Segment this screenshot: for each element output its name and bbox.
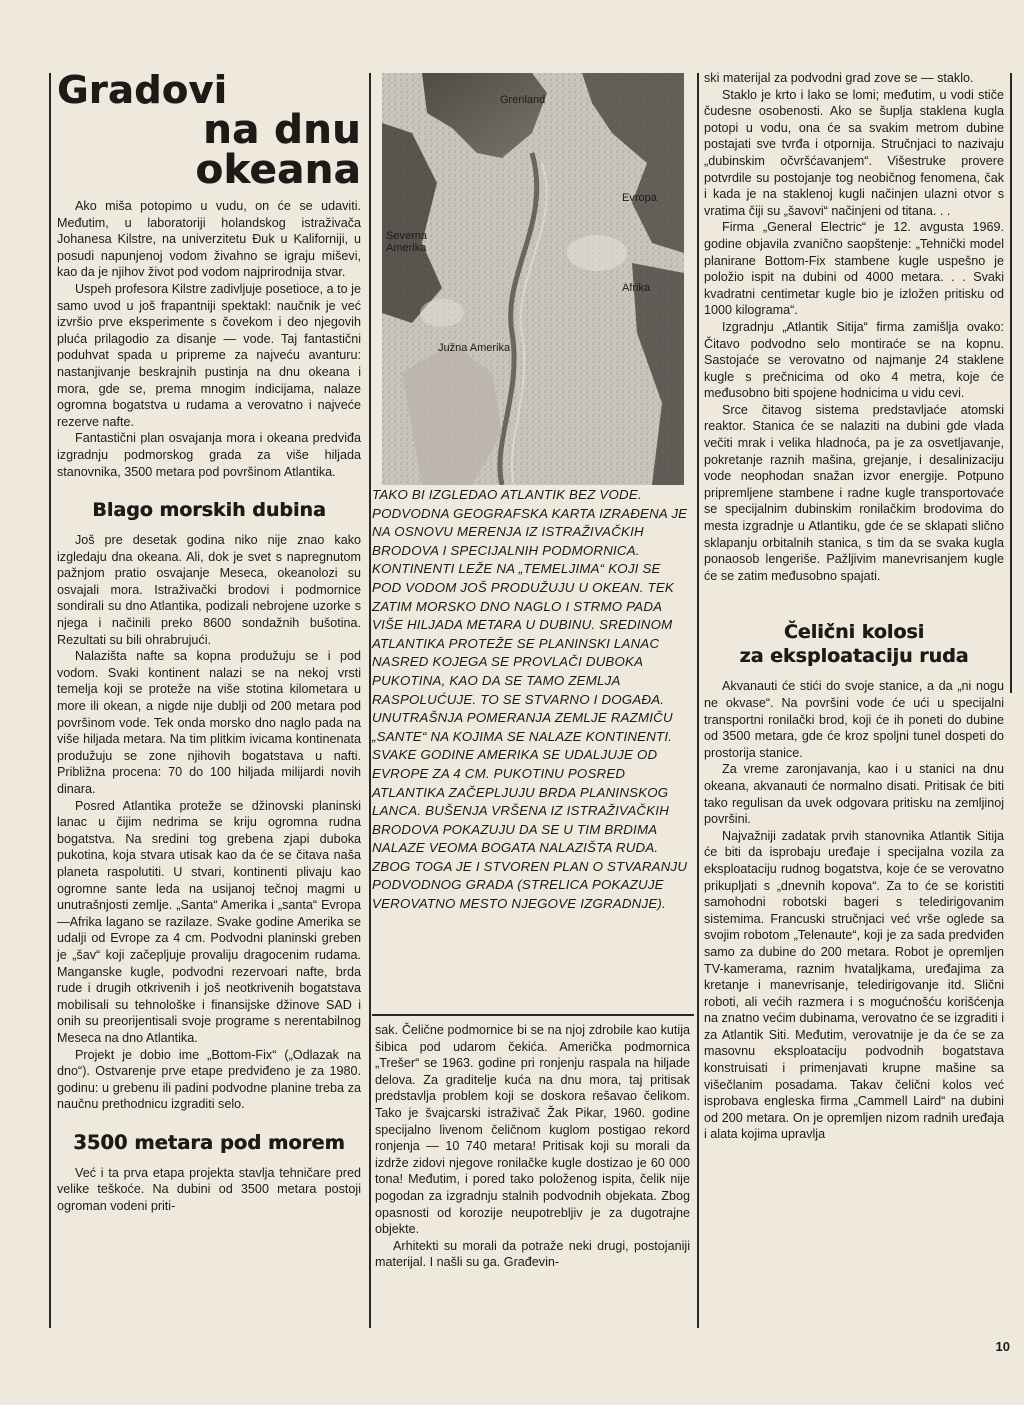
col2-paragraph-1: sak. Čelične podmornice bi se na njoj zdrobile kao kutija šibica pod udarom čekića. Američka podmornica „Trešer“ se 1963. godine pri ronjenju raspala na hiljade delova. Za graditelje kuća na dnu mora, taj pritisak predstavlja problem koji se doskora rešavao čelikom. Tako je švajcarski istraživač Žak Pikar, 1960. godine specijalno livenom čeličnom kuglom postigao rekord ronjenja — 10 740 metara! Pritisak koji su morali da izdrže zidovi njegove ronilačke kugle dostizao je 60 000 tona! Međutim, i pored tako položenog ispita, čelik nije pogodan za izgradnju stalnih podvodnih objekata. Zbog opasnosti od korozije neupotrebljiv je za dugotrajne objekte. <box>375 1023 690 1237</box>
col3-paragraph-1: ski materijal za podvodni grad zove se — staklo. <box>704 71 974 85</box>
blago-paragraph-2: Nalazišta nafte sa kopna produžuju se i pod vodom. Svaki kontinent nalazi se na nekoj vrsti temelja koji se proteže na više stotina kilometara u more ili okean, a nigde nije dublji od 200 metara pod površinom vode. Tek onda morsko dno naglo pada na više hiljada metara. Na tim plitkim ivicama kontinenata produžuju se zone njihovih bogatstava u nafti. Približna procena: 70 do 100 hiljada milijardi novih dinara. <box>57 649 361 796</box>
column-3 <box>704 70 1004 1143</box>
col3-paragraph-5: Srce čitavog sistema predstavljaće atomski reaktor. Stanica će se nalaziti na dubini gde vlada večiti mrak i velika hladnoća, pa je za osvetljavanje, pokretanje raznih mašina, grejanje, i desalinizaciju vode neophodan snažan izvor energije. Potpuno pripremljene stambene i radne kugle transportovaće se specijalnim dubinskim ronilačkim brodovima do mesta izgradnje u Atlantiku, gde će se sklapati slično sklapanju orbitalnih stanica, s tim da se svaka kugla ponaosob lengeriše. Pažljivim manevrisanjem kugle će se zatim međusobno spajati. <box>704 402 1004 583</box>
article-title <box>57 68 361 193</box>
col3-paragraph-4: Izgradnju „Atlantik Sitija“ firma zamišlja ovako: Čitavo podvodno selo montiraće se na kopnu. Sastojaće se verovatno od najmanje 24 staklene kugle s prečnicima od oko 4 metra, koje će međusobno biti spojene hodnicima u vidu cevi. <box>704 319 1004 401</box>
map-graphic <box>382 73 684 485</box>
blago-paragraph-4: Projekt je dobio ime „Bottom-Fix“ („Odlazak na dno“). Ostvarenje prve etape predviđeno je za 1980. godinu: u grebenu ili padini podvodne planine treba za naučnu prethodnicu izgraditi selo. <box>57 1047 361 1112</box>
heading-celicni-line-2: za eksploataciju ruda <box>739 645 969 668</box>
map-label-amerika: Amerika <box>386 242 427 254</box>
title-line-1: Gradovi <box>57 68 228 112</box>
column-1 <box>57 70 361 1215</box>
heading-celicni-line-1: Čelični kolosi <box>783 621 925 644</box>
title-line-2: na dnu okeana <box>195 107 361 193</box>
col3-paragraph-2: Staklo je krto i lako se lomi; međutim, u vodi stiče čudesne osobenosti. Ako se šuplja staklena kugla potopi u vodu, ona će sa svakim metrom dubine postajati sve tvrđa i otpornija. Stručnjaci to nazivaju „dubinskim očvršćavanjem“. Višestruke provere potvrdile su postojanje tog neobičnog fenomena, čak i kada je na staklenoj kugli načinjen ulazni otvor s vratima čiji su „šavovi“ načinjeni od titana. . . <box>704 87 1004 218</box>
intro-paragraph-3: Fantastični plan osvajanja mora i okeana predviđa izgradnju podmorskog grada za više hiljada stanovnika, 3500 metara pod površinom Atlantika. <box>57 431 361 479</box>
celicni-paragraph-1: Akvanauti će stići do svoje stanice, a da „ni nogu ne okvase“. Na površini vode će ući u specijalni transportni ronilački brod, koji će ih poneti do dubine od 3500 metara, gde će kroz spoljni tunel dospeti do prostorija stanice. <box>704 679 1004 760</box>
blago-paragraph-3: Posred Atlantika proteže se džinovski planinski lanac u čijim nedrima se kriju ogromna rudna bogatstva. Na sredini tog grebena zjapi duboka pukotina, koja stvara utisak kao da će se čitava naša planeta raspolutiti. U stvari, kontinenti plivaju kao ogromne sante leda na usijanoj tečnoj magmi u unutrašnjosti zemlje. „Santa“ Amerika i „santa“ Evropa—Afrika lagano se razilaze. Svake godine Amerika se udalji od Evrope za 4 cm. Podvodni planinski greben je „šav“ koji začepljuje provaliju dragocenim rudama. Manganske kugle, podvodni rezervoari nafte, brda rude i drugih otkrivenih i još neotkrivenih bogatstava mobilisali su tehnološke i finansijske džinove SAD i onih su preorijentisali svoje programe s nerentabilnog Meseca na dno Atlantika. <box>57 798 361 1045</box>
column-2 <box>375 1022 690 1271</box>
atlantic-seafloor-map <box>382 73 684 485</box>
map-label-severna: Severna <box>386 230 427 242</box>
map-label-afrika: Afrika <box>622 282 651 294</box>
heading-celicni-kolosi <box>704 620 1004 668</box>
intro-paragraph-2: Uspeh profesora Kilstre zadivljuje posetioce, a to je samo uvod u još frapantniji spektakl: naučnik je već izvršio prve eksperimente s čovekom i deo njegovih pluća prilagodio za disanje — vode. Taj fantastični poduhvat spada u pripreme za najveću avanturu: nastanjivanje beskrajnih pustinja na dnu okeana i mora, gde se, prema mnogim indicijama, nalaze ogromna bogatstva u rudama a verovatno i najveće rezerve nafte. <box>57 281 361 429</box>
column-rule-far-right <box>1010 73 1012 693</box>
map-caption: TAKO BI IZGLEDAO ATLANTIK BEZ VODE. PODVODNA GEOGRAFSKA KARTA IZRAĐENA JE NA OSNOVU MERENJA IZ ISTRAŽIVAČKIH BRODOVA I SPECIJALNIH PODMORNICA. KONTINENTI LEŽE NA „TEMELJIMA“ KOJI SE POD VODOM JOŠ PRODUŽUJU U OKEAN. TEK ZATIM MORSKO DNO NAGLO I STRMO PADA VIŠE HILJADA METARA U DUBINU. SREDINOM ATLANTIKA PROTEŽE SE PLANINSKI LANAC NASRED KOJEGA SE PROVLAČI DUBOKA PUKOTINA, KAO DA SE TAMO ZEMLJA RASPOLUĆUJE. TO SE STVARNO I DOGAĐA. UNUTRAŠNJA POMERANJA ZEMLJE RAZMIČU „SANTE“ NA KOJIMA SE NALAZE KONTINENTI. SVAKE GODINE AMERIKA SE UDALJUJE OD EVROPE ZA 4 CM. PUKOTINU POSRED ATLANTIKA ZAČEPLJUJU BRDA PLANINSKOG LANCA. BUŠENJA VRŠENA IZ ISTRAŽIVAČKIH BRODOVA POKAZUJU DA SE U TIM BRDIMA NALAZE VEOMA BOGATA NALAZIŠTA RUDA. ZBOG TOGA JE I STVOREN PLAN O STVARANJU PODVODNOG GRADA (STRELICA POKAZUJE VEROVATNO MESTO NJEGOVE IZGRADNJE). <box>372 487 688 912</box>
map-label-evropa: Evropa <box>622 192 657 204</box>
paragraph-3500-1: Već i ta prva etapa projekta stavlja tehničare pred velike teškoće. Na dubini od 3500 metara postoji ogroman vodeni priti- <box>57 1165 361 1214</box>
page-number: 10 <box>995 1339 1010 1354</box>
col2-paragraph-2: Arhitekti su morali da potraže neki drugi, postojaniji materijal. I našli su ga. Građevin- <box>375 1238 690 1270</box>
celicni-paragraph-3: Najvažniji zadatak prvih stanovnika Atlantik Sitija će biti da isprobaju uređaje i specijalna vozila za eksploataciju rudnog bogatstva, koje će se verovatno prikupljati s „dnevnih kopova“. Za to će se koristiti samohodni robotski bageri s teledirigovanim sistemima. Francuski stručnjaci već vrše oglede sa svojim robotom „Telenaute“, koji je za sada predviđen samo za dubine do 200 metara. Robot je opremljen TV-kamerama, raznim hvataljkama, uređajima za kretanje i manevrisanje, teledirigovanje itd. Slični roboti, ali većih razmera i s mogućnošću korišćenja na znatno većim dubinama, verovatno će se izgraditi i za Atlantik Siti. Međutim, verovatnije je da će se za masovnu eksploataciju podvodnih bogatstava konstruisati i primenjavati krupne mašine sa višečlanim posadama. Takav čelični kolos već isprobava engleska firma „Cammell Laird“ na dubini od 200 metara. On je opremljen nizom radnih uređaja i alata kojima upravlja <box>704 828 1004 1142</box>
column-rule-right <box>697 73 699 1328</box>
celicni-paragraph-2: Za vreme zaronjavanja, kao i u stanici na dnu okeana, akvanauti će normalno disati. Pritisak će biti tako regulisan da uvek odgovara pritisku na zemljinoj površini. <box>704 762 1004 827</box>
caption-divider <box>372 1014 694 1016</box>
column-rule-left <box>49 73 51 1328</box>
column-rule-mid <box>369 73 371 1328</box>
col3-paragraph-3: Firma „General Electric“ je 12. avgusta 1969. godine objavila zvanično saopštenje: „Tehnički model planirane Bottom-Fix stambene kugle uspešno je položio ispit na dubini od 4000 metara. . . Svaki kvadratni centimetar kugle bio je izložen pritisku od 1000 kilograma“. <box>704 220 1004 318</box>
blago-paragraph-1: Još pre desetak godina niko nije znao kako izgledaju dna okeana. Ali, dok je svet s napregnutom pažnjom pratio osvajanje Meseca, okeanolozi su osvajali mora. Istraživački brodovi i podmornice sondirali su dno Atlantika, podizali nebrojene uzorke s njega i načinili preko 8600 sondažnih bušotina. Rezultati su bili ohrabrujući. <box>57 533 361 647</box>
map-label-juzna-amerika: Južna Amerika <box>438 342 511 354</box>
intro-paragraph-1: Ako miša potopimo u vudu, on će se udaviti. Međutim, u laboratoriji holandskog istraživača Johanesa Kilstre, na univerzitetu Đuk u Kaliforniji, u posudi napunjenoj vodom živahno se igraju miševi, kao da je njihov život pod vodom najprirodnija stvar. <box>57 199 361 280</box>
heading-blago-morskih-dubina: Blago morskih dubina <box>92 499 326 522</box>
heading-3500-metara: 3500 metara pod morem <box>73 1130 345 1154</box>
map-label-grenland: Grenland <box>500 94 546 106</box>
